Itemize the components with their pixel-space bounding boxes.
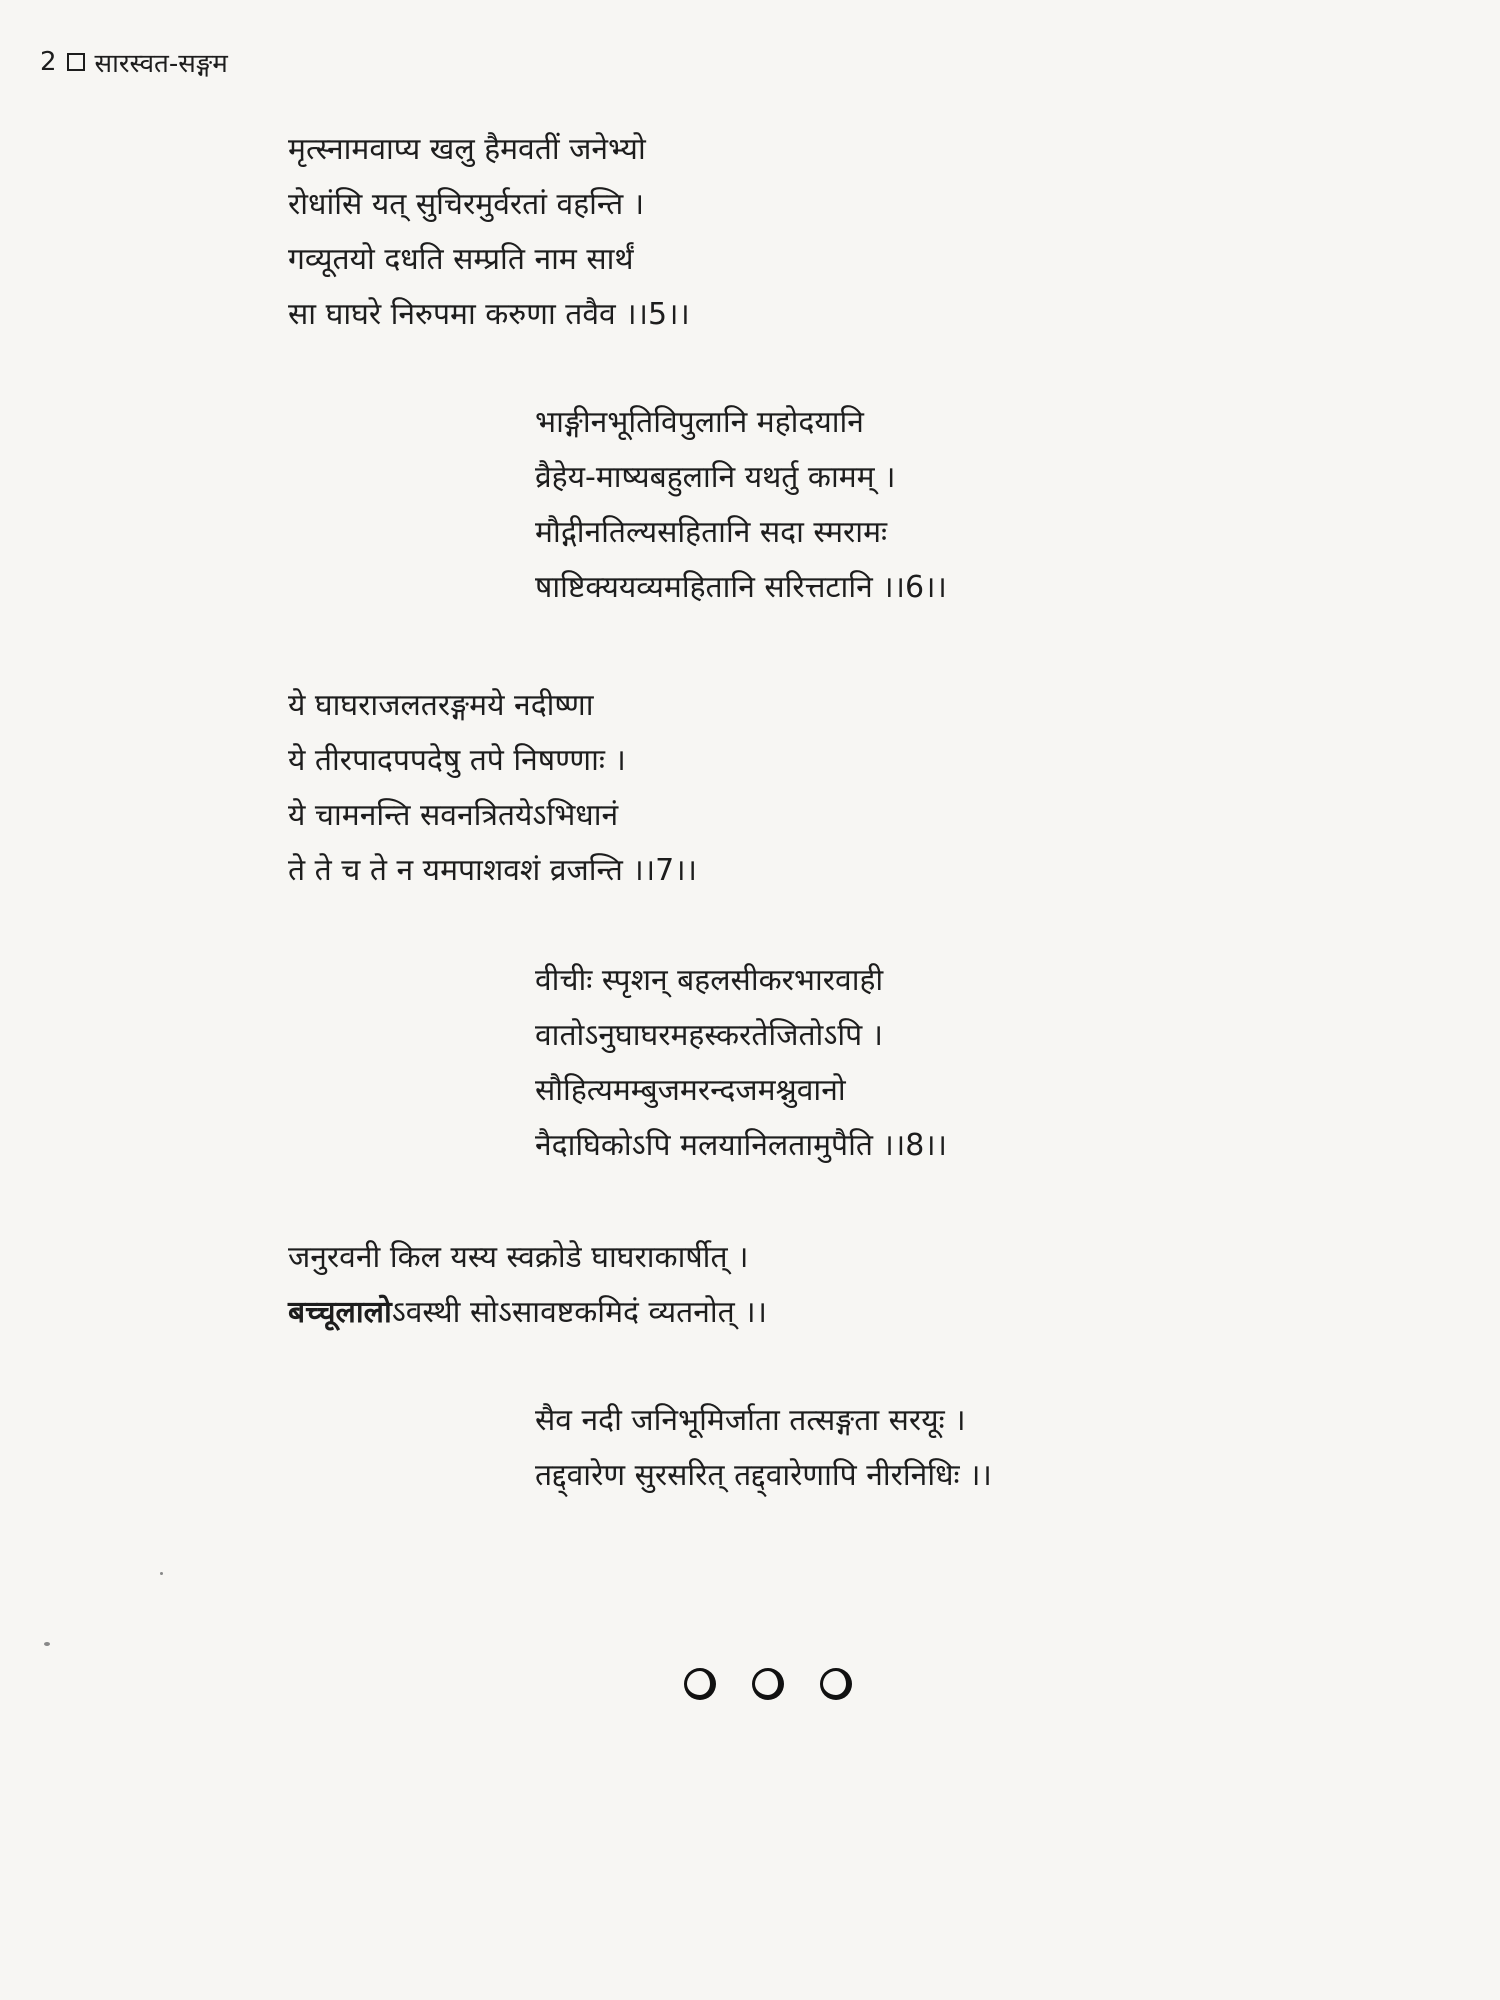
verse-8 — [535, 953, 947, 1173]
verse-line: ते ते च ते न यमपाशवशं व्रजन्ति ।।7।। — [288, 853, 697, 888]
verse-line: सौहित्यमम्बुजमरन्दजमश्नुवानो — [535, 1073, 846, 1108]
colophon-line-rest: ऽवस्थी सोऽसावष्टकमिदं व्यतनोत् ।। — [391, 1295, 768, 1330]
verse-5 — [288, 122, 690, 342]
running-header — [40, 44, 228, 80]
verse-line: सा घाघरे निरुपमा करुणा तवैव ।।5।। — [288, 297, 690, 332]
circle-icon — [684, 1668, 716, 1700]
verse-line: मृत्स्नामवाप्य खलु हैमवतीं जनेभ्यो — [288, 132, 646, 167]
paper-speck — [160, 1572, 163, 1575]
verse-6 — [535, 395, 947, 615]
circle-icon — [752, 1668, 784, 1700]
closing-line: सैव नदी जनिभूमिर्जाता तत्सङ्गता सरयूः । — [535, 1403, 966, 1438]
verse-line: ये घाघराजलतरङ्गमये नदीष्णा — [288, 688, 594, 723]
colophon — [288, 1230, 767, 1340]
verse-line: वातोऽनुघाघरमहस्करतेजितोऽपि । — [535, 1018, 884, 1053]
circle-icon — [820, 1668, 852, 1700]
end-ornament — [684, 1668, 852, 1700]
square-icon — [67, 53, 85, 71]
colophon-line: जनुरवनी किल यस्य स्वक्रोडे घाघराकार्षीत् । — [288, 1240, 749, 1275]
closing-verse — [535, 1393, 992, 1503]
closing-line: तद्द्वारेण सुरसरित् तद्द्वारेणापि नीरनिधिः ।। — [535, 1458, 992, 1493]
verse-line: रोधांसि यत् सुचिरमुर्वरतां वहन्ति । — [288, 187, 645, 222]
verse-line: गव्यूतयो दधति सम्प्रति नाम सार्थं — [288, 242, 634, 277]
page-number: 2 — [40, 47, 57, 77]
verse-line: मौद्गीनतिल्यसहितानि सदा स्मरामः — [535, 515, 888, 550]
verse-line: नैदाघिकोऽपि मलयानिलतामुपैति ।।8।। — [535, 1128, 948, 1163]
verse-line: षाष्टिक्ययव्यमहितानि सरित्तटानि ।।6।। — [535, 570, 947, 605]
verse-line: ये चामनन्ति सवनत्रितयेऽभिधानं — [288, 798, 619, 833]
book-title: सारस्वत-सङ्गम — [94, 49, 228, 79]
author-name: बच्चूलालो — [288, 1295, 392, 1330]
paper-speck — [44, 1642, 50, 1646]
colophon-line — [288, 1285, 767, 1340]
verse-7 — [288, 678, 697, 898]
verse-line: ये तीरपादपपदेषु तपे निषण्णाः । — [288, 743, 626, 778]
verse-line: वीचीः स्पृशन् बहलसीकरभारवाही — [535, 963, 884, 998]
verse-line: भाङ्गीनभूतिविपुलानि महोदयानि — [535, 405, 864, 440]
verse-line: व्रैहेय-माष्यबहुलानि यथर्तु कामम् । — [535, 460, 896, 495]
